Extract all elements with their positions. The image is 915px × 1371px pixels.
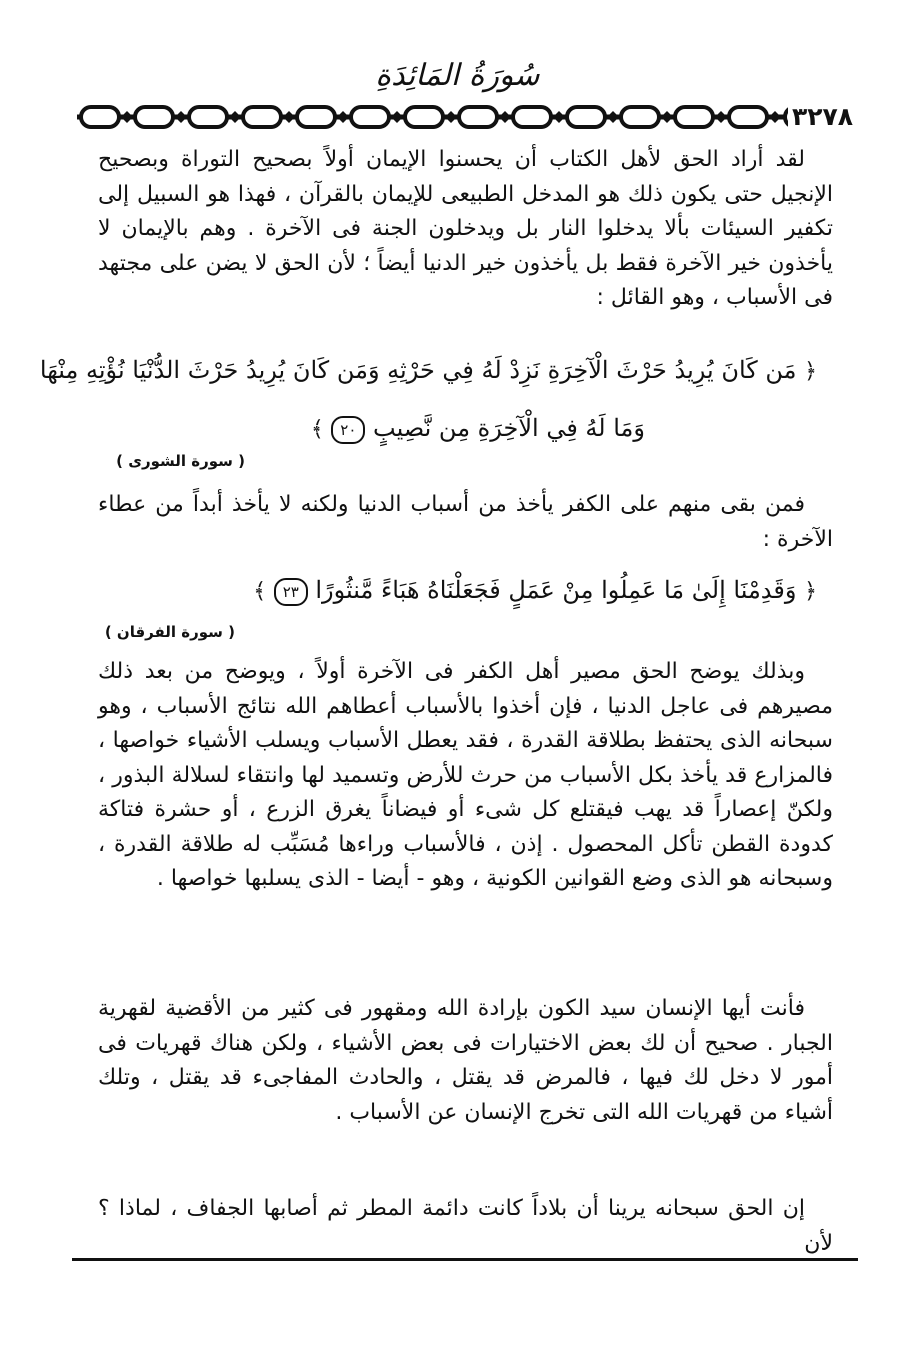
verse-open-bracket: ﴿ [804, 579, 817, 604]
verse-close-bracket: ﴾ [310, 417, 324, 442]
quran-verse-furqan [253, 570, 817, 612]
verse-shura-text-2: وَمَا لَهُ فِي الْآخِرَةِ مِن نَّصِيبٍ [373, 414, 645, 442]
paragraph-5 [98, 1192, 833, 1261]
footer-rule [72, 1258, 858, 1261]
quran-verse-shura-line-2 [311, 408, 645, 450]
page-number: ٣٢٧٨ [788, 100, 857, 134]
paragraph-1-text: لقد أراد الحق لأهل الكتاب أن يحسنوا الإيمان أولاً بصحيح التوراة وبصحيح الإنجيل حتى يكون ذلك هو المدخل الطبيعى للإيمان بالقرآن ، فهذا هو السبيل إلى تكفير السيئات بألا يدخلوا النار بل ويدخلون الجنة فى الآخرة . وهم بالإيمان لا يأخذون خير الآخرة فقط بل يأخذون خير الدنيا أيضاً ؛ لأن الحق لا يضن على مجتهد فى الأسباب ، وهو القائل : [98, 147, 833, 310]
verse-close-bracket: ﴾ [253, 579, 267, 604]
paragraph-4-text: فأنت أيها الإنسان سيد الكون بإرادة الله ومقهور فى كثير من الأقضية لقهرية الجبار . صحيح أن لك بعض الاختيارات فى بعض الأشياء ، ولكن هناك قهريات فى أمور لا دخل لك فيها ، فالمرض قد يقتل ، والحادث المفاجىء قد يقتل ، وتلك أشياء من قهريات الله التى تخرج الإنسان عن الأسباب . [98, 996, 833, 1125]
paragraph-2 [98, 488, 833, 557]
paragraph-5-text: إن الحق سبحانه يرينا أن بلاداً كانت دائمة المطر ثم أصابها الجفاف ، لماذا ؟ لأن [98, 1196, 833, 1256]
paragraph-1 [98, 143, 833, 316]
ayah-number-marker: ٢٣ [274, 578, 308, 606]
paragraph-4 [98, 992, 833, 1130]
paragraph-2-text: فمن بقى منهم على الكفر يأخذ من أسباب الدنيا ولكنه لا يأخذ أبداً من عطاء الآخرة : [98, 492, 833, 552]
paragraph-3 [98, 655, 833, 897]
quran-verse-shura-line-1 [40, 350, 817, 392]
verse-shura-text-1: مَن كَانَ يُرِيدُ حَرْثَ الْآخِرَةِ نَزِدْ لَهُ فِي حَرْثِهِ وَمَن كَانَ يُرِيدُ حَرْثَ الدُّنْيَا نُؤْتِهِ مِنْهَا [39, 356, 797, 384]
verse-source-furqan: ( سورة الفرقان ) [104, 623, 235, 641]
verse-furqan-text: وَقَدِمْنَا إِلَىٰ مَا عَمِلُوا مِنْ عَمَلٍ فَجَعَلْنَاهُ هَبَاءً مَّنثُورًا [315, 576, 797, 604]
verse-open-bracket: ﴿ [804, 359, 817, 384]
paragraph-3-text: وبذلك يوضح الحق مصير أهل الكفر فى الآخرة أولاً ، ويوضح من بعد ذلك مصيرهم فى عاجل الدنيا ، فإن أخذوا بالأسباب أعطاهم الله نتائج الأسباب ، وهو سبحانه الذى يحتفظ بطلاقة القدرة ، فقد يعطل الأسباب ويسلب الأشياء خواصها ، فالمزارع قد يأخذ بكل الأسباب من حرث للأرض وتسميد لها وانتقاء لسلالة البذور ، ولكنّ إعصاراً قد يهب فيقتلع كل شىء أو فيضاناً يغرق الزرع ، أو حشرة فتاكة كدودة القطن تأكل المحصول . إذن ، فالأسباب وراءها مُسَبِّب له طلاقة القدرة ، وسبحانه هو الذى وضع القوانين الكونية ، وهو - أيضا - الذى يسلبها خواصها . [98, 659, 833, 891]
verse-source-shura: ( سورة الشورى ) [116, 452, 245, 470]
surah-title: سُورَةُ المَائِدَةِ [375, 58, 540, 93]
ornamental-chain-border [75, 100, 855, 134]
ayah-number-marker: ٢٠ [331, 416, 365, 444]
